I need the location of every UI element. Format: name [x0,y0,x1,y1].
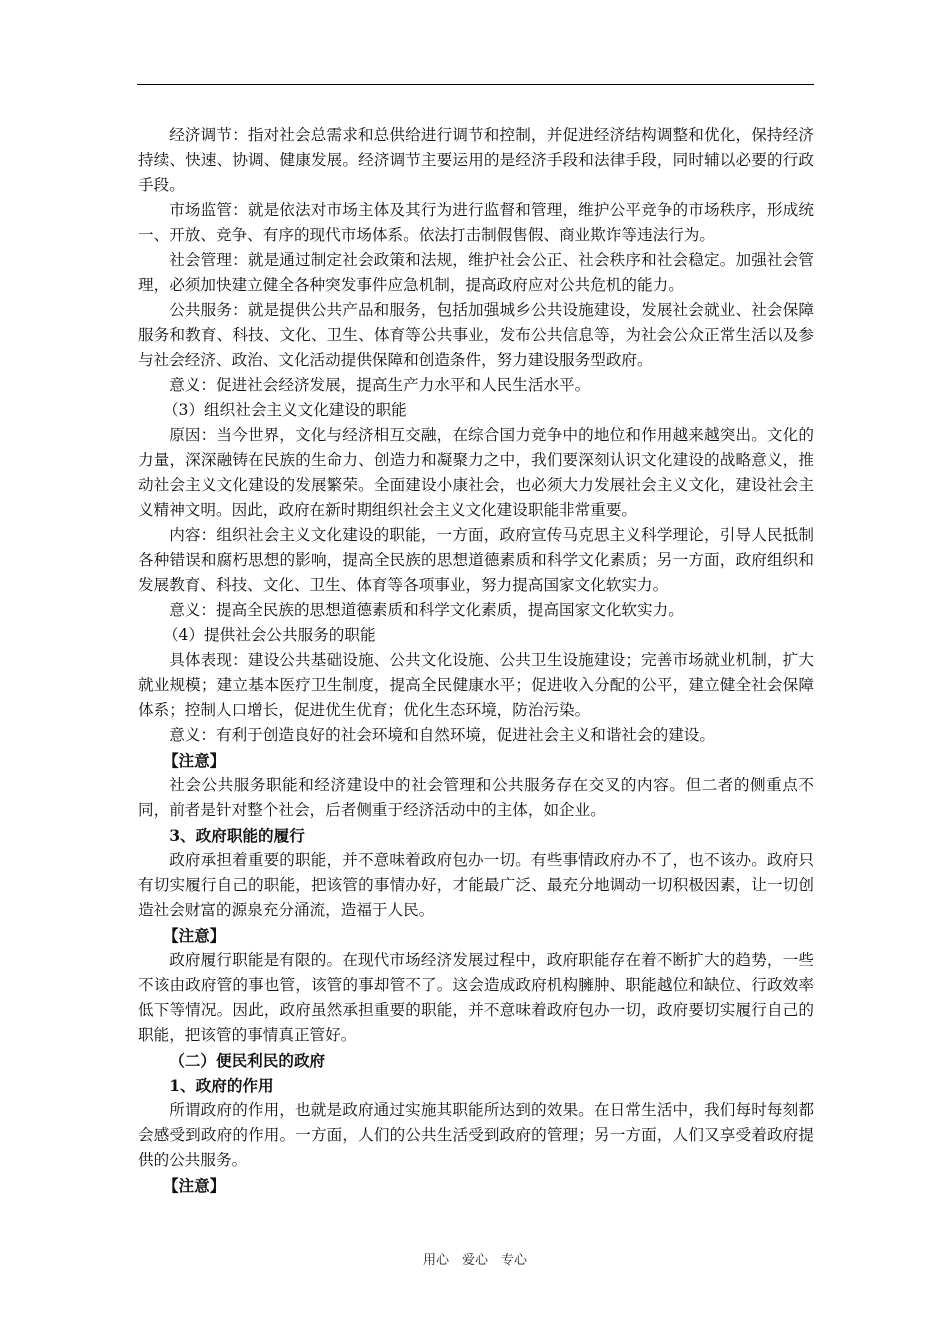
page-footer: 用心 爱心 专心 [422,1253,527,1268]
note-heading-2: 【注意】 [162,926,226,945]
paragraph-note-1: 社会公共服务职能和经济建设中的社会管理和公共服务存在交叉的内容。但二者的侧重点不同，前者是针对整个社会，后者侧重于经济活动中的主体，如企业。 [138,776,814,819]
paragraph-function-performance: 政府承担着重要的职能，并不意味着政府包办一切。有些事情政府办不了，也不该办。政府只有切实履行自己的职能，把该管的事情办好，才能最广泛、最充分地调动一切积极因素，让一切创造社会财富的源泉充分涌流，造福于人民。 [138,851,814,919]
paragraph-significance-1: 意义：促进社会经济发展，提高生产力水平和人民生活水平。 [169,376,591,394]
document-body [138,123,814,1198]
note-heading-1: 【注意】 [162,751,226,770]
paragraph-government-role: 所谓政府的作用，也就是政府通过实施其职能所达到的效果。在日常生活中，我们每时每刻都会感受到政府的作用。一方面，人们的公共生活受到政府的管理；另一方面，人们又享受着政府提供的公共服务。 [138,1101,814,1169]
subheading-public-service-function: （4）提供社会公共服务的职能 [162,626,376,644]
paragraph-economic-regulation: 经济调节：指对社会总需求和总供给进行调节和控制，并促进经济结构调整和优化，保持经济持续、快速、协调、健康发展。经济调节主要运用的是经济手段和法律手段，同时辅以必要的行政手段。 [138,126,814,194]
subheading-culture-function: （3）组织社会主义文化建设的职能 [162,401,407,419]
section-heading-government-role: 1、政府的作用 [169,1076,274,1095]
paragraph-market-supervision: 市场监管：就是依法对市场主体及其行为进行监督和管理，维护公平竞争的市场秩序，形成统一、开放、竞争、有序的现代市场体系。依法打击制假售假、商业欺诈等违法行为。 [138,201,814,244]
note-heading-3: 【注意】 [162,1176,226,1195]
paragraph-significance-3: 意义：有利于创造良好的社会环境和自然环境，促进社会主义和谐社会的建设。 [169,726,715,744]
paragraph-significance-2: 意义：提高全民族的思想道德素质和科学文化素质，提高国家文化软实力。 [169,601,684,619]
paragraph-culture-content: 内容：组织社会主义文化建设的职能，一方面，政府宣传马克思主义科学理论，引导人民抵制各种错误和腐朽思想的影响，提高全民族的思想道德素质和科学文化素质；另一方面，政府组织和发展教育、科技、文化、卫生、体育等各项事业，努力提高国家文化软实力。 [138,526,814,594]
paragraph-culture-reason: 原因：当今世界，文化与经济相互交融，在综合国力竞争中的地位和作用越来越突出。文化的力量，深深融铸在民族的生命力、创造力和凝聚力之中，我们要深刻认识文化建设的战略意义，推动社会主义文化建设的发展繁荣。全面建设小康社会，也必须大力发展社会主义文化，建设社会主义精神文明。因此，政府在新时期组织社会主义文化建设职能非常重要。 [138,426,814,519]
paragraph-specific-manifestation: 具体表现：建设公共基础设施、公共文化设施、公共卫生设施建设；完善市场就业机制，扩大就业规模；建立基本医疗卫生制度，提高全民健康水平；促进收入分配的公平，建立健全社会保障体系；控制人口增长，促进优生优育；优化生态环境，防治污染。 [138,651,814,719]
header-rule [137,84,814,85]
section-heading-convenient-government: （二）便民利民的政府 [169,1051,326,1070]
section-heading-function-performance: 3、政府职能的履行 [169,826,305,845]
paragraph-social-management: 社会管理：就是通过制定社会政策和法规，维护社会公正、社会秩序和社会稳定。加强社会管理，必须加快建立健全各种突发事件应急机制，提高政府应对公共危机的能力。 [138,251,814,294]
paragraph-public-service: 公共服务：就是提供公共产品和服务，包括加强城乡公共设施建设，发展社会就业、社会保障服务和教育、科技、文化、卫生、体育等公共事业，发布公共信息等，为社会公众正常生活以及参与社会经济、政治、文化活动提供保障和创造条件，努力建设服务型政府。 [138,301,814,369]
paragraph-note-2: 政府履行职能是有限的。在现代市场经济发展过程中，政府职能存在着不断扩大的趋势，一些不该由政府管的事也管，该管的事却管不了。这会造成政府机构臃肿、职能越位和缺位、行政效率低下等情况。因此，政府虽然承担重要的职能，并不意味着政府包办一切，政府要切实履行自己的职能，把该管的事情真正管好。 [138,951,814,1044]
